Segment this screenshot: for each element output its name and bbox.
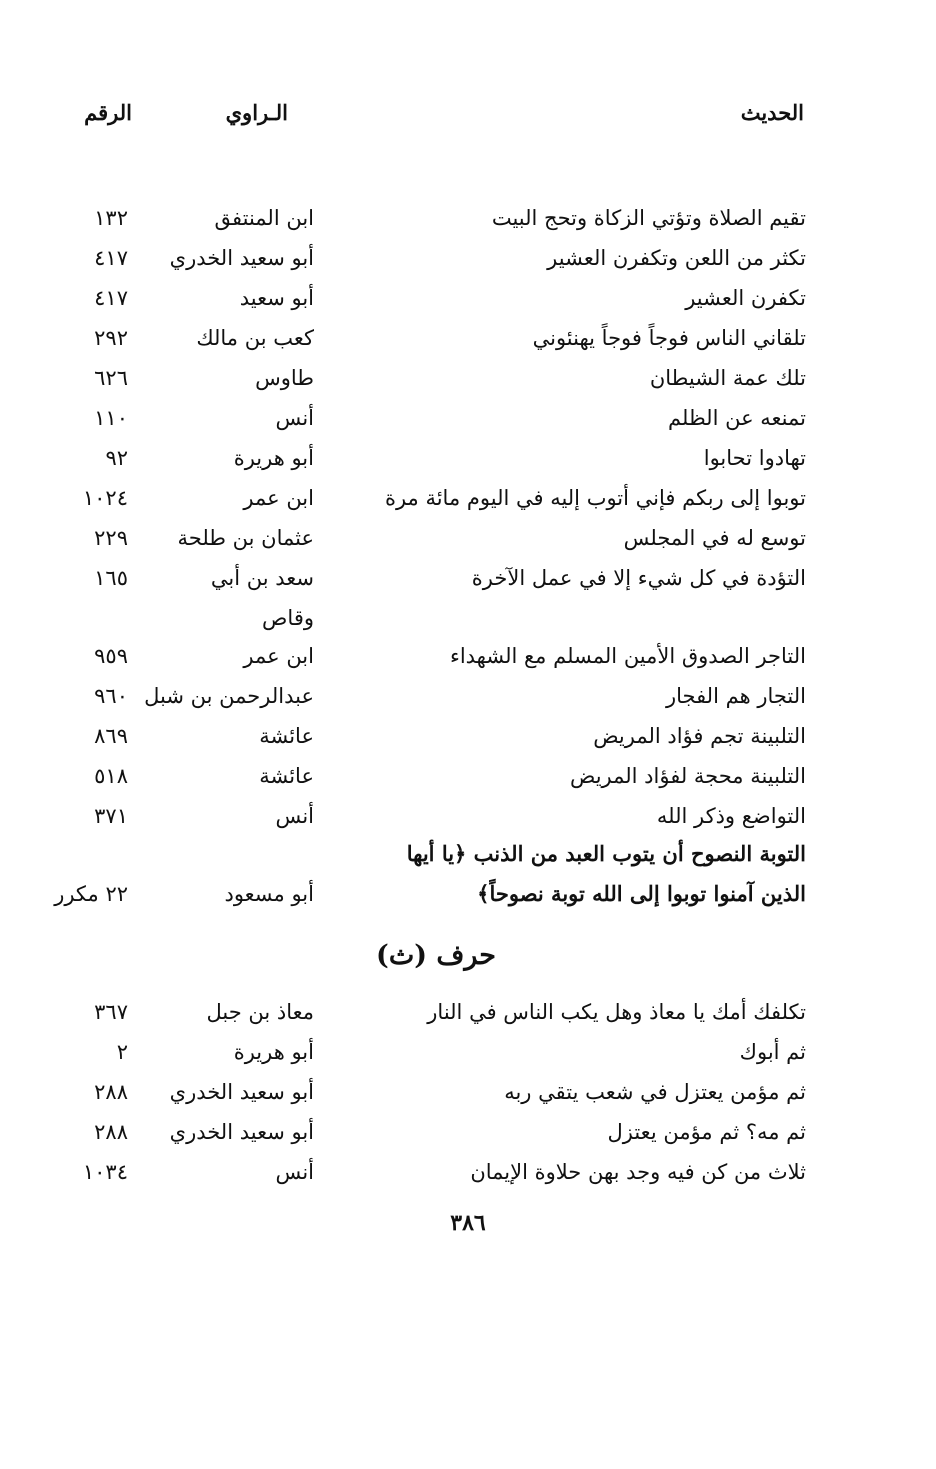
hadith-number: ٩٢ xyxy=(105,446,128,470)
hadith-text: التؤدة في كل شيء إلا في عمل الآخرة xyxy=(471,566,806,590)
table-row xyxy=(0,278,936,318)
table-row xyxy=(0,1072,936,1112)
hadith-text: تمنعه عن الظلم xyxy=(668,406,806,430)
narrator-name: عبدالرحمن بن شبل xyxy=(144,684,314,708)
narrator-name: أبو مسعود xyxy=(224,882,314,906)
table-row xyxy=(0,398,936,438)
narrator-name: أبو سعيد xyxy=(239,286,314,310)
header-narrator: الـراوي xyxy=(225,100,288,125)
hadith-text: التلبينة تجم فؤاد المريض xyxy=(593,724,806,748)
hadith-number: ١٣٢ xyxy=(94,206,128,230)
hadith-number: ٢٢٩ xyxy=(94,526,128,550)
narrator-name: وقاص xyxy=(262,606,314,630)
hadith-text: تكلفك أمك يا معاذ وهل يكب الناس في النار xyxy=(427,1000,806,1024)
narrator-name: أبو سعيد الخدري xyxy=(169,1120,314,1144)
hadith-number: ٤١٧ xyxy=(94,246,128,270)
hadith-text: تلك عمة الشيطان xyxy=(649,366,806,390)
table-row xyxy=(0,756,936,796)
hadith-number: ٢٨٨ xyxy=(94,1080,128,1104)
table-row xyxy=(0,992,936,1032)
hadith-number: ٦٢٦ xyxy=(94,366,128,390)
hadith-text: ثم مؤمن يعتزل في شعب يتقي ربه xyxy=(504,1080,806,1104)
hadith-text: توسع له في المجلس xyxy=(623,526,806,550)
hadith-text: توبوا إلى ربكم فإني أتوب إليه في اليوم مائة مرة xyxy=(384,486,806,510)
narrator-name: أنس xyxy=(275,406,314,430)
table-row xyxy=(0,598,936,638)
hadith-text: التواضع وذكر الله xyxy=(656,804,806,828)
hadith-text: تلقاني الناس فوجاً فوجاً يهنئوني xyxy=(532,326,806,350)
hadith-number: ١٦٥ xyxy=(94,566,128,590)
hadith-number: ٨٦٩ xyxy=(94,724,128,748)
table-row xyxy=(0,478,936,518)
hadith-text: ثم مه؟ ثم مؤمن يعتزل xyxy=(607,1120,806,1144)
narrator-name: عائشة xyxy=(259,724,314,748)
hadith-number: ١٠٣٤ xyxy=(82,1160,128,1184)
hadith-text: ثم أبوك xyxy=(739,1040,806,1064)
hadith-text-line1: التوبة النصوح أن يتوب العبد من الذنب ﴿يا أيها xyxy=(406,841,806,866)
hadith-text: تهادوا تحابوا xyxy=(703,446,806,470)
table-row xyxy=(0,238,936,278)
hadith-text: تكثر من اللعن وتكفرن العشير xyxy=(547,246,806,270)
table-row xyxy=(0,438,936,478)
narrator-name: معاذ بن جبل xyxy=(206,1000,314,1024)
hadith-text: تقيم الصلاة وتؤتي الزكاة وتحج البيت xyxy=(491,206,806,230)
hadith-number: ٩٦٠ xyxy=(94,684,128,708)
narrator-name: أنس xyxy=(275,1160,314,1184)
hadith-number: ٤١٧ xyxy=(94,286,128,310)
hadith-text: تكفرن العشير xyxy=(685,286,806,310)
narrator-name: أنس xyxy=(275,804,314,828)
narrator-name: أبو سعيد الخدري xyxy=(169,1080,314,1104)
narrator-name: كعب بن مالك xyxy=(196,326,314,350)
hadith-number: ١١٠ xyxy=(94,406,128,430)
table-row xyxy=(0,198,936,238)
narrator-name: عثمان بن طلحة xyxy=(177,526,314,550)
hadith-number: ١٠٢٤ xyxy=(82,486,128,510)
narrator-name: ابن المنتفق xyxy=(214,206,314,230)
table-row xyxy=(0,716,936,756)
table-row xyxy=(0,1112,936,1152)
hadith-text: التجار هم الفجار xyxy=(665,684,806,708)
hadith-number: ٩٥٩ xyxy=(94,644,128,668)
table-row xyxy=(0,1152,936,1192)
hadith-number: ٢٩٢ xyxy=(94,326,128,350)
section-title: حرف (ث) xyxy=(376,940,496,971)
table-row xyxy=(0,558,936,598)
hadith-text: التلبينة محجة لفؤاد المريض xyxy=(569,764,806,788)
hadith-number: ٢٨٨ xyxy=(94,1120,128,1144)
table-row xyxy=(0,874,936,914)
hadith-number: ٣٧١ xyxy=(94,804,128,828)
hadith-number: ٥١٨ xyxy=(94,764,128,788)
table-row xyxy=(0,636,936,676)
hadith-number: ٢ xyxy=(116,1040,128,1064)
narrator-name: سعد بن أبي xyxy=(210,566,314,590)
hadith-text: التاجر الصدوق الأمين المسلم مع الشهداء xyxy=(449,644,806,668)
narrator-name: ابن عمر xyxy=(243,644,314,668)
table-row xyxy=(0,518,936,558)
hadith-number: ٣٦٧ xyxy=(94,1000,128,1024)
hadith-number: ٢٢ مكرر xyxy=(54,882,128,906)
table-row xyxy=(0,834,936,874)
table-row xyxy=(0,318,936,358)
hadith-text-line2: الذين آمنوا توبوا إلى الله توبة نصوحاً﴾ xyxy=(477,881,806,906)
header-hadith: الحديث xyxy=(740,100,804,125)
narrator-name: أبو هريرة xyxy=(233,1040,314,1064)
table-row xyxy=(0,676,936,716)
narrator-name: أبو سعيد الخدري xyxy=(169,246,314,270)
narrator-name: ابن عمر xyxy=(243,486,314,510)
narrator-name: أبو هريرة xyxy=(233,446,314,470)
table-row xyxy=(0,796,936,836)
header-number: الرقم xyxy=(84,100,132,125)
table-row xyxy=(0,358,936,398)
narrator-name: عائشة xyxy=(259,764,314,788)
narrator-name: طاوس xyxy=(255,366,314,390)
hadith-text: ثلاث من كن فيه وجد بهن حلاوة الإيمان xyxy=(470,1160,806,1184)
table-row xyxy=(0,1032,936,1072)
page-number: ٣٨٦ xyxy=(450,1210,486,1236)
